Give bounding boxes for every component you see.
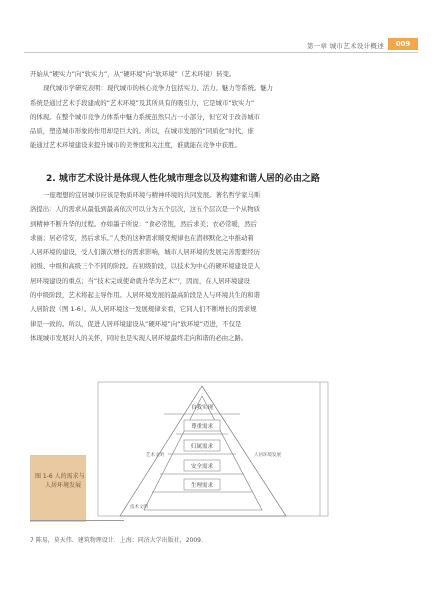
figure-caption-line2: 人居环境发展 <box>45 482 82 489</box>
intro-line: 的体现。在整个城市竞争力体系中魅力系统虽然只占一小部分，但它对于改善城市 <box>30 112 261 121</box>
body-line: 律是一致的。所以，促进人居环境建设从“硬环境”向“软环境”迈进，不仅是 <box>30 319 242 328</box>
page-header-title: 第一章 城市艺术设计概述 <box>306 42 384 50</box>
body-line: 求丽；居必常安，然后求乐。”人类的这种需求顺变规律也在潜移默化之中推动着 <box>30 233 254 242</box>
body-line: 一座理想的宜居城市应该是物质环境与精神环境的共同发展。著名哲学家马斯 <box>43 191 261 199</box>
axis-label-art: 艺术文明 <box>146 453 164 458</box>
figure-caption <box>35 472 85 490</box>
level-label-physiological: 生理需求 <box>190 483 214 489</box>
level-label-esteem: 尊重需求 <box>190 424 214 430</box>
axis-label-habitat: 人居环境发展 <box>254 453 281 458</box>
body-line: 洛提出：人的需求从最低到最高依次可以分为五个层次，这五个层次是一个从物质 <box>30 205 261 214</box>
intro-line: 现代城市学研究表明：现代城市的核心竞争力包括实力、活力、魅力等系统。魅力 <box>43 84 274 93</box>
page-number-badge: 009 <box>388 38 418 50</box>
footnote-divider <box>30 520 124 521</box>
figure-caption-line1: 图 1-6 人的需求与 <box>35 473 85 480</box>
level-label-self-actualization: 自我实现 <box>190 405 214 411</box>
body-line: 居环境建设的重点；当“技术完成使命就升华为艺术”⁷，因而，在人居环境建设 <box>30 276 251 285</box>
intro-line: 开始从“硬实力”向“软实力”，从“硬环境”向“软环境”（艺术环境）转变。 <box>30 70 236 78</box>
body-line: 的中级阶段，艺术将起主导作用。人居环境发展的最高阶段是人与环境共生的和谐 <box>30 291 261 300</box>
level-label-safety: 安全需求 <box>190 464 214 470</box>
body-line: 人居阶段（图 1-6）。从人居环境这一发展规律来看，它同人们不断增长的需求规 <box>30 305 257 314</box>
intro-paragraph <box>30 67 402 153</box>
intro-line: 品质，塑造城市形象的作用却是巨大的。所以，在城市发展的“同质化”时代，谁 <box>30 127 254 136</box>
body-line: 初级、中级和高级三个不同的阶段。在初级阶段，以技术为中心的硬环境建设是人 <box>30 262 261 271</box>
body-line: 到精神不断升华的过程。亦如墨子所说：“食必常饱，然后求美；衣必常暖，然后 <box>30 219 257 228</box>
intro-line: 系统是通过艺术手段建成的“艺术环境”及其所具有的吸引力，它是城市“软实力” <box>30 98 255 107</box>
axis-label-tech: 技术文明 <box>130 505 148 510</box>
body-paragraph <box>30 188 402 345</box>
section-heading: 2. 城市艺术设计是体现人性化城市理念以及构建和谐人居的必由之路 <box>46 174 320 184</box>
needs-pyramid-diagram <box>90 376 404 522</box>
footnote: 7 陈易，莫天伟．建筑物理设计．上海：同济大学出版社，2009. <box>30 537 203 544</box>
body-line: 体现城市发展对人的关怀，同时也是实现人居环境最终走向和谐的必由之路。 <box>30 333 248 342</box>
level-label-belonging: 归属需求 <box>190 444 214 450</box>
header-divider <box>24 52 418 53</box>
intro-line: 能通过艺术环境建设来提升城市的美誉度和关注度，谁就能在竞争中获胜。 <box>30 141 241 150</box>
body-line: 人居环境的建设，受人们渐次增长的需求影响，城市人居环境的发展完善需要经历 <box>30 248 261 257</box>
